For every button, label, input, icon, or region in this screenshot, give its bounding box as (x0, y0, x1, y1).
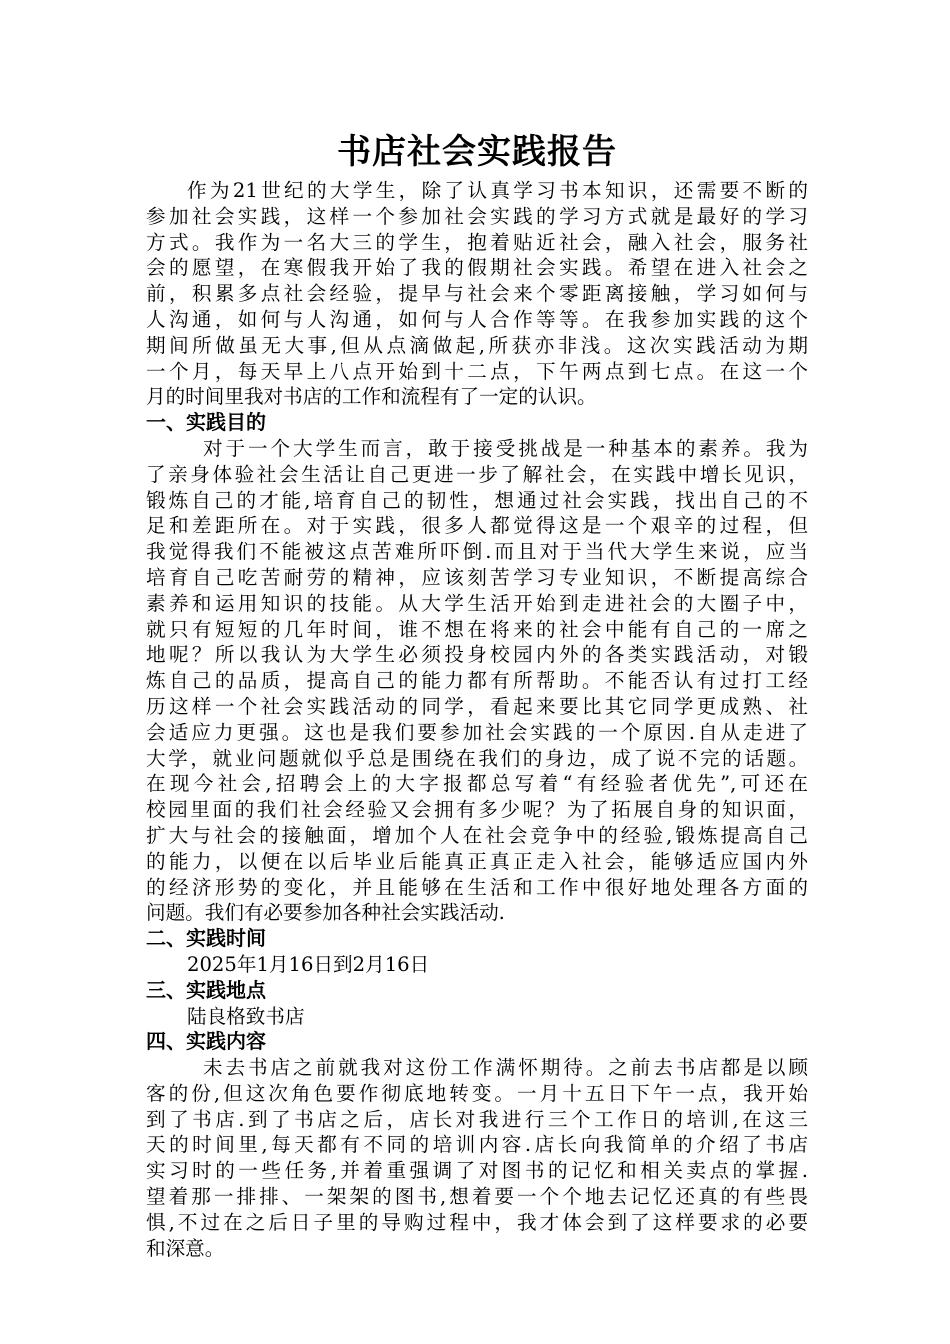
section-heading-purpose: 一、实践目的 (146, 410, 266, 435)
text-line: 问题。我们有必要参加各种社会实践活动. (146, 901, 505, 925)
text-line: 培育自己吃苦耐劳的精神，应该刻苦学习专业知识，不断提高综合 (146, 565, 808, 589)
text-line: 了亲身体验社会生活让自己更进一步了解社会，在实践中增长见识， (146, 462, 808, 486)
time-paragraph (146, 952, 808, 978)
text-line: 月的时间里我对书店的工作和流程有了一定的认识。 (146, 385, 597, 409)
text-line: 方式。我作为一名大三的学生，抱着贴近社会，融入社会，服务社 (146, 230, 808, 254)
text-line: 天的时间里,每天都有不同的培训内容.店长向我简单的介绍了书店 (146, 1133, 808, 1157)
text-line: 期间所做虽无大事,但从点滴做起,所获亦非浅。这次实践活动为期 (146, 333, 808, 357)
text-line: 对于一个大学生而言，敢于接受挑战是一种基本的素养。我为 (203, 436, 808, 460)
text-line: 会的愿望，在寒假我开始了我的假期社会实践。希望在进入社会之 (146, 256, 808, 280)
section-heading-content: 四、实践内容 (146, 1029, 266, 1054)
text-line: 的经济形势的变化，并且能够在生活和工作中很好地处理各方面的 (146, 875, 808, 899)
text-line: 参加社会实践，这样一个参加社会实践的学习方式就是最好的学习 (146, 204, 808, 228)
text-line: 2025年1月16日到2月16日 (187, 952, 430, 976)
document-page (146, 126, 808, 1261)
purpose-paragraph (146, 436, 808, 926)
location-paragraph (146, 1004, 808, 1030)
text-line: 就只有短短的几年时间，谁不想在将来的社会中能有自己的一席之 (146, 617, 808, 641)
section-heading-time: 二、实践时间 (146, 926, 266, 951)
text-line: 望着那一排排、一架架的图书,想着要一个个地去记忆还真的有些畏 (146, 1185, 808, 1209)
text-line: 实习时的一些任务,并着重强调了对图书的记忆和相关卖点的掌握. (146, 1159, 808, 1183)
text-line: 锻炼自己的才能,培育自己的韧性，想通过社会实践，找出自己的不 (146, 488, 808, 512)
text-line: 地呢？所以我认为大学生必须投身校园内外的各类实践活动，对锻 (146, 643, 808, 667)
text-line: 和深意。 (146, 1236, 225, 1260)
text-line: 作为21世纪的大学生，除了认真学习书本知识，还需要不断的 (187, 179, 808, 202)
text-line: 的能力，以便在以后毕业后能真正真正走入社会，能够适应国内外 (146, 849, 808, 873)
text-line: 在现今社会,招聘会上的大字报都总写着“有经验者优先”,可还在 (146, 772, 808, 796)
text-line: 我觉得我们不能被这点苦难所吓倒.而且对于当代大学生来说，应当 (146, 540, 808, 564)
text-line: 素养和运用知识的技能。从大学生活开始到走进社会的大圈子中， (146, 591, 808, 615)
text-line: 前，积累多点社会经验，提早与社会来个零距离接触，学习如何与 (146, 282, 808, 306)
document-title: 书店社会实践报告 (337, 132, 617, 172)
intro-paragraph (146, 178, 808, 410)
text-line: 惧,不过在之后日子里的导购过程中，我才体会到了这样要求的必要 (146, 1210, 808, 1234)
section-heading-location: 三、实践地点 (146, 977, 266, 1002)
text-line: 校园里面的我们社会经验又会拥有多少呢？为了拓展自身的知识面， (146, 798, 808, 822)
text-line: 到了书店.到了书店之后，店长对我进行三个工作日的培训,在这三 (146, 1107, 808, 1131)
content-paragraph (146, 1055, 808, 1261)
text-line: 大学，就业问题就似乎总是围绕在我们的身边，成了说不完的话题。 (146, 746, 808, 770)
text-line: 历这样一个社会实践活动的同学，看起来要比其它同学更成熟、社 (146, 694, 808, 718)
text-line: 一个月，每天早上八点开始到十二点，下午两点到七点。在这一个 (146, 359, 808, 383)
text-line: 扩大与社会的接触面，增加个人在社会竞争中的经验,锻炼提高自己 (146, 823, 808, 847)
text-line: 未去书店之前就我对这份工作满怀期待。之前去书店都是以顾 (203, 1056, 808, 1080)
text-line: 人沟通，如何与人沟通，如何与人合作等等。在我参加实践的这个 (146, 307, 808, 331)
text-line: 会适应力更强。这也是我们要参加社会实践的一个原因.自从走进了 (146, 720, 808, 744)
text-line: 客的份,但这次角色要作彻底地转变。一月十五日下午一点，我开始 (146, 1081, 808, 1105)
text-line: 足和差距所在。对于实践，很多人都觉得这是一个艰辛的过程，但 (146, 514, 808, 538)
text-line: 炼自己的品质，提高自己的能力都有所帮助。不能否认有过打工经 (146, 669, 808, 693)
text-line: 陆良格致书店 (187, 1004, 305, 1028)
